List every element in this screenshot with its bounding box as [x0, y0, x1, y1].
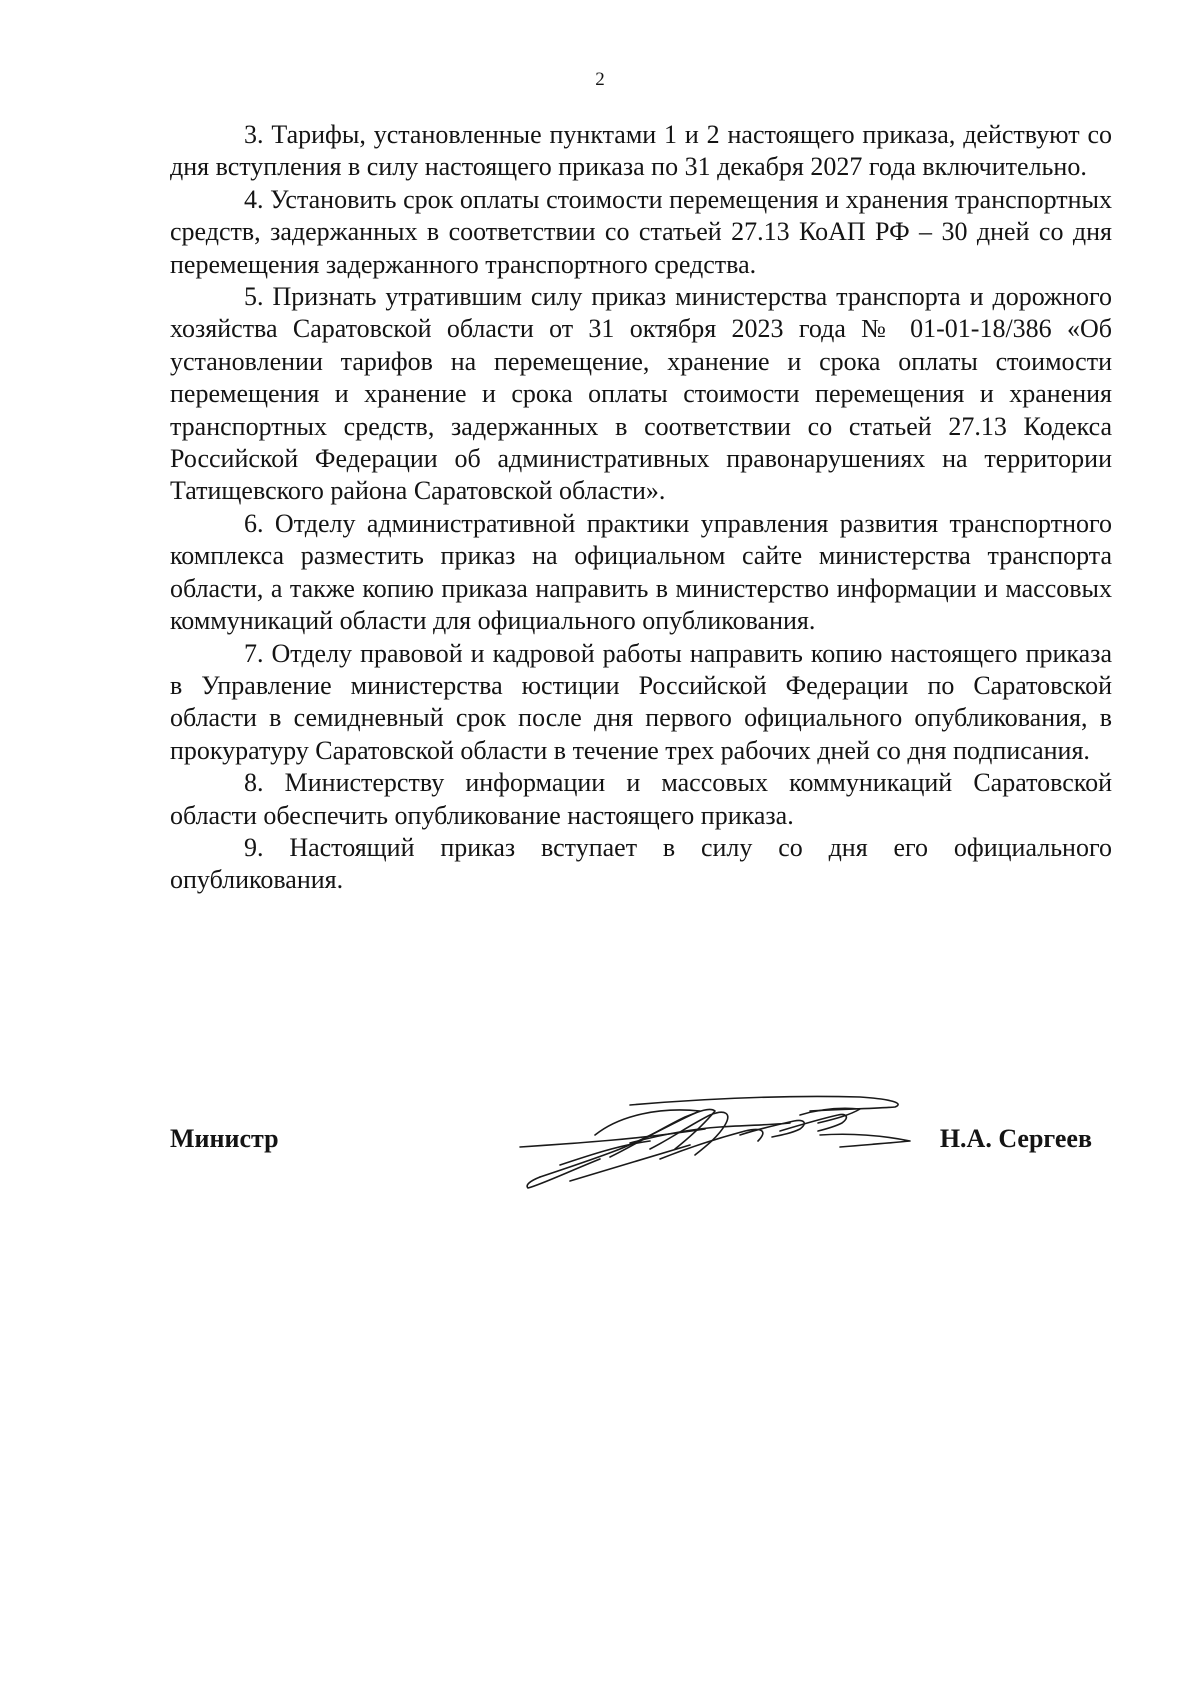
signatory-name: Н.А. Сергеев — [939, 1124, 1092, 1153]
order-body — [170, 119, 1112, 897]
paragraph-5: 5. Признать утратившим силу приказ министерства транспорта и дорожного хозяйства Саратовской области от 31 октября 2023 года № 01-01-18/386 «Об установлении тарифов на перемещение, хранение и срока оплаты стоимости перемещения и хранение и срока оплаты стоимости перемещения и хранения транспортных средств, задержанных в соответствии со статьей 27.13 Кодекса Российской Федерации об административных правонарушениях на территории Татищевского района Саратовской области». — [170, 282, 1112, 506]
handwritten-signature — [500, 1085, 950, 1195]
paragraph-4: 4. Установить срок оплаты стоимости перемещения и хранения транспортных средств, задержанных в соответствии со статьей 27.13 КоАП РФ – 30 дней со дня перемещения задержанного транспортного средства. — [170, 184, 1112, 279]
page-number: 2 — [595, 69, 605, 90]
signatory-title: Министр — [170, 1124, 279, 1153]
paragraph-8: 8. Министерству информации и массовых коммуникаций Саратовской области обеспечить опубликование настоящего приказа. — [170, 768, 1112, 830]
paragraph-3: 3. Тарифы, установленные пунктами 1 и 2 настоящего приказа, действуют со дня вступления в силу настоящего приказа по 31 декабря 2027 года включительно. — [170, 120, 1112, 182]
paragraph-7: 7. Отделу правовой и кадровой работы направить копию настоящего приказа в Управление министерства юстиции Российской Федерации по Саратовской области в семидневный срок после дня первого официального опубликования, в прокуратуру Саратовской области в течение трех рабочих дней со дня подписания. — [170, 638, 1112, 765]
paragraph-6: 6. Отделу административной практики управления развития транспортного комплекса разместить приказ на официальном сайте министерства транспорта области, а также копию приказа направить в министерство информации и массовых коммуникаций области для официального опубликования. — [170, 508, 1112, 636]
signature-block — [170, 1095, 1112, 1235]
paragraph-9: 9. Настоящий приказ вступает в силу со дня его официального опубликования. — [170, 832, 1112, 895]
